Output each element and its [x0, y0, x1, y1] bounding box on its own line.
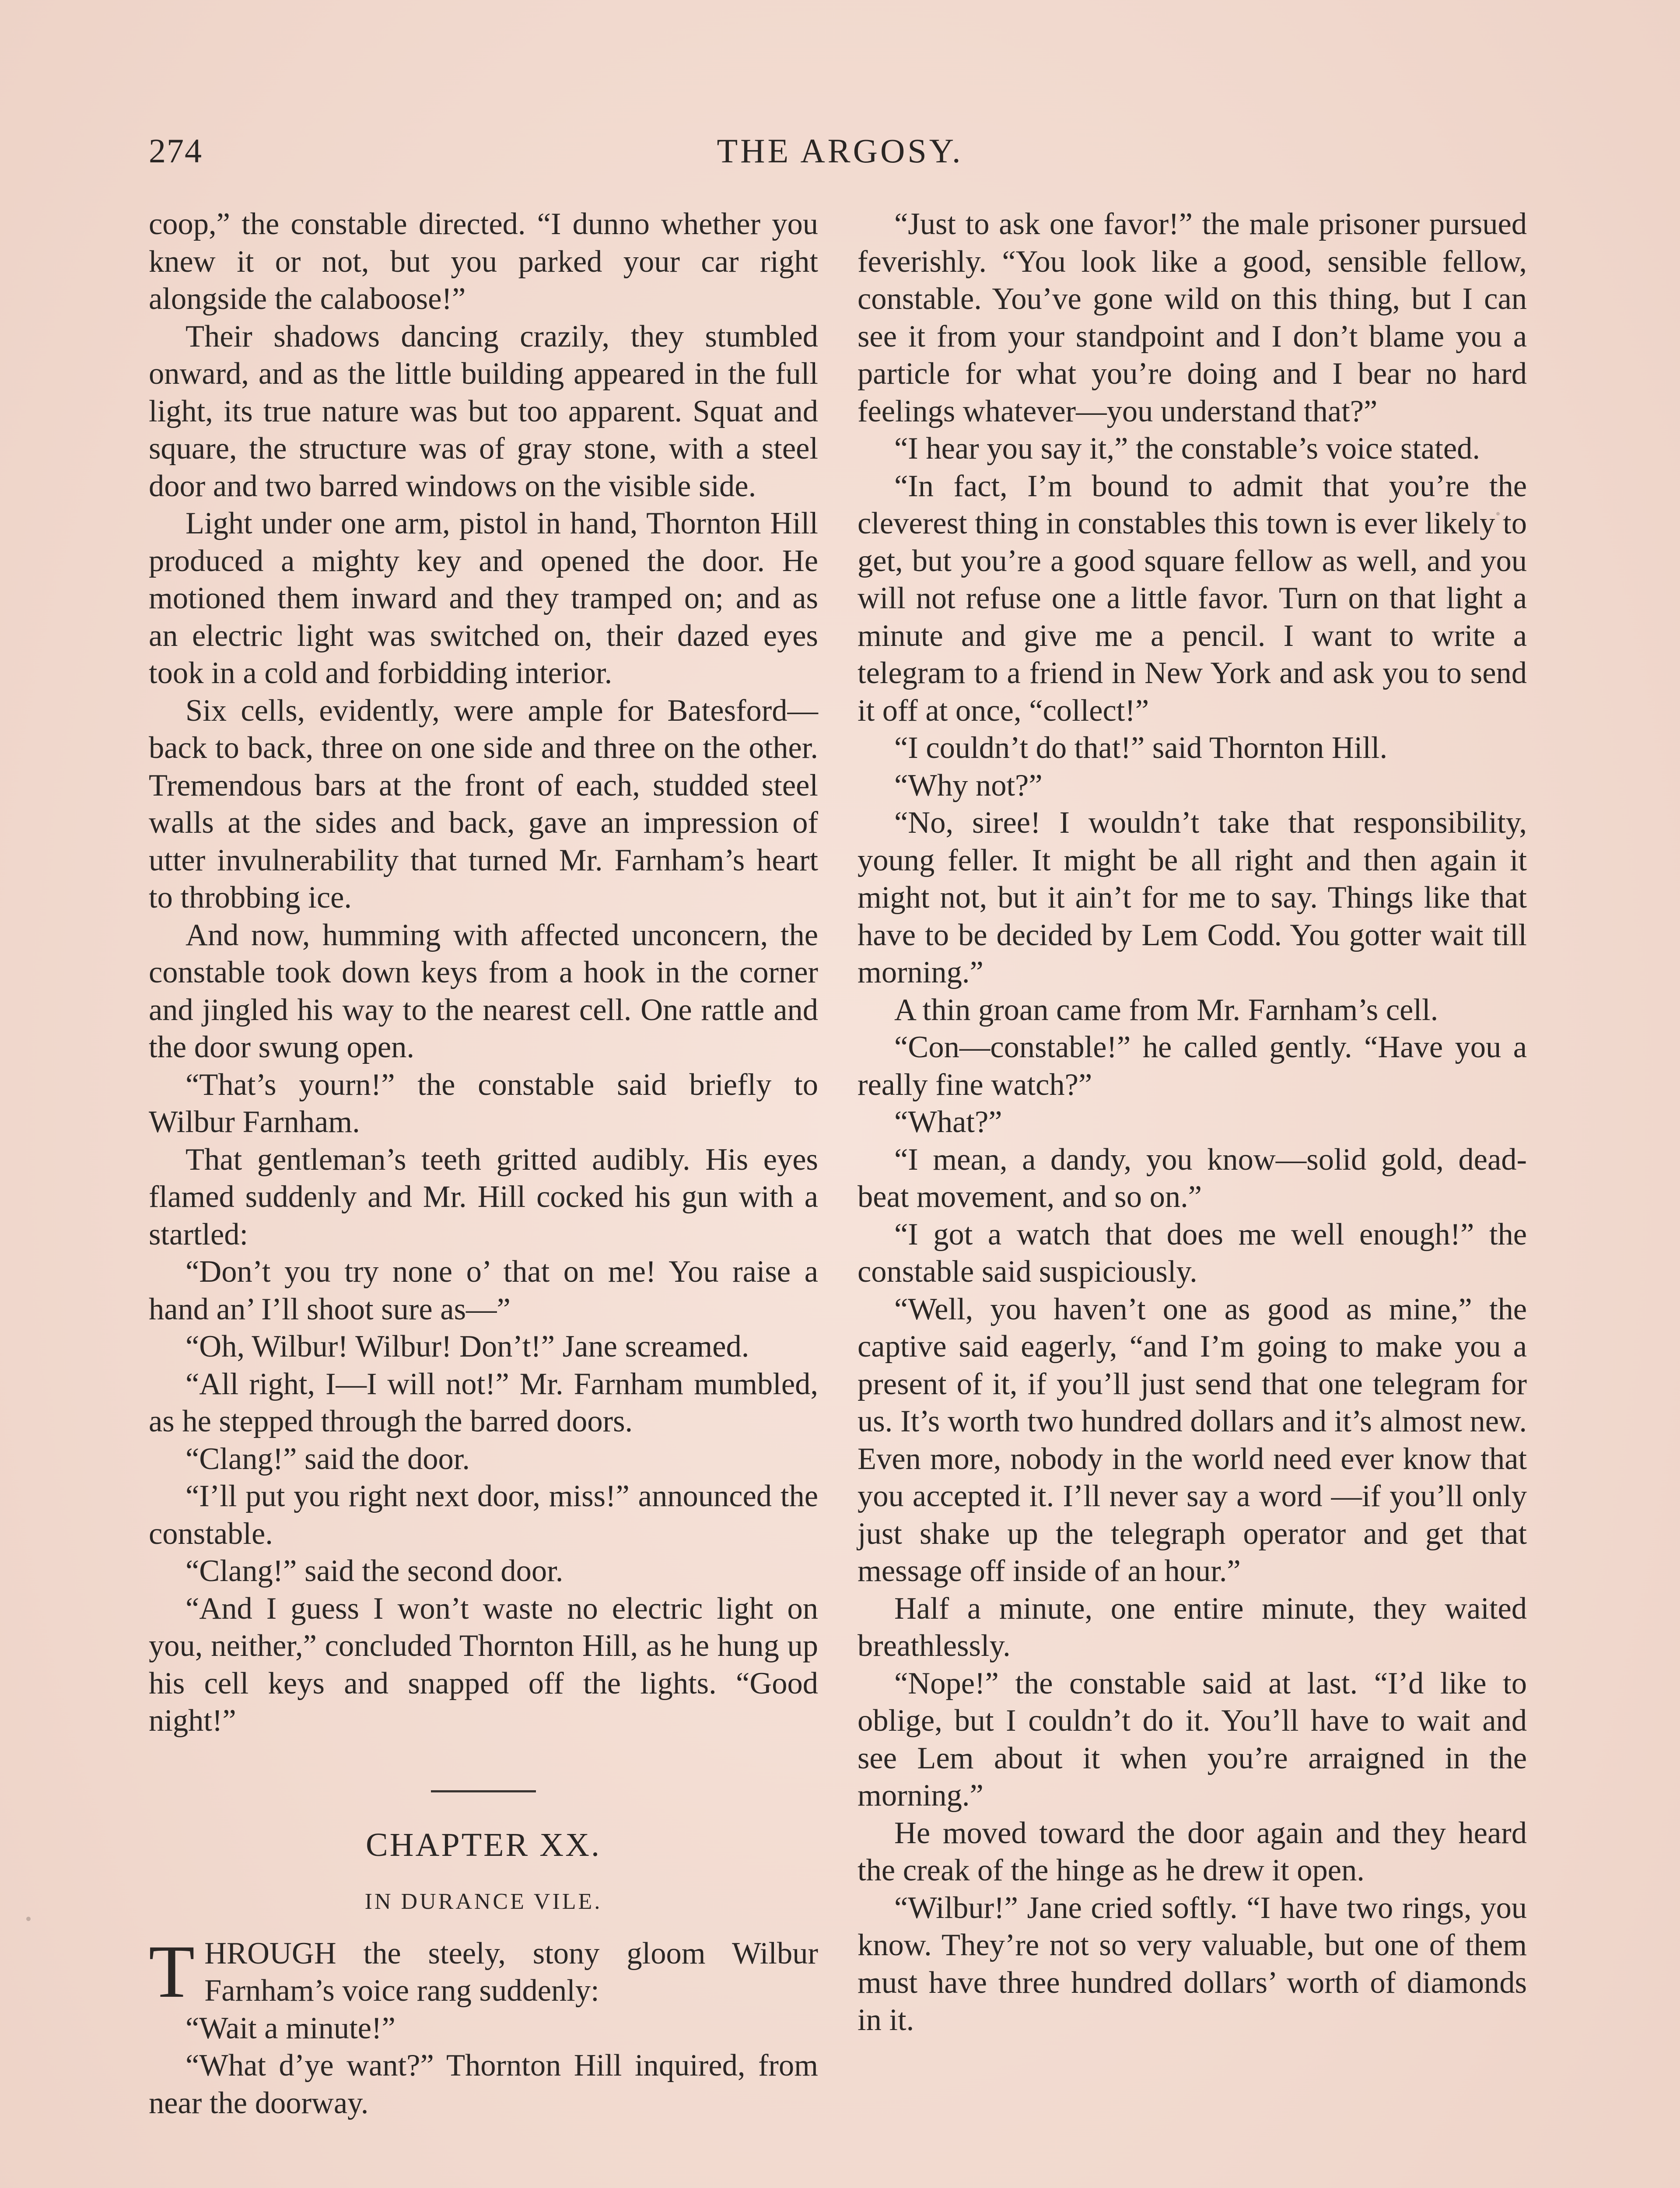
paragraph: “Why not?” — [894, 768, 1043, 803]
paragraph: “I’ll put you right next door, miss!” announced the constable. — [149, 1479, 818, 1551]
paragraph: “No, siree! I wouldn’t take that responsibility, young feller. It might be all right and then again it might not, but it ain’t for me to say. Things like that have to be decided by Lem Codd. You gotter wait till morning.” — [858, 806, 1527, 989]
paragraph: “Well, you haven’t one as good as mine,” the captive said eagerly, “and I’m going to make you a present of it, if you’ll just send that one telegram for us. It’s worth two hundred dollars and it’s almost new. Even more, nobody in the world need ever know that you accepted it. I’ll never say a word —if you’ll only just shake up the telegraph operator and get that message off inside of an hour.” — [858, 1292, 1527, 1588]
paragraph: “Con—constable!” he called gently. “Have you a really fine watch?” — [858, 1030, 1527, 1102]
paragraph: “Oh, Wilbur! Wilbur! Don’t!” Jane screamed. — [186, 1329, 749, 1364]
paragraph: “I got a watch that does me well enough!” the constable said suspiciously. — [858, 1217, 1527, 1289]
paragraph: That gentleman’s teeth gritted audibly. His eyes flamed suddenly and Mr. Hill cocked his gun with a startled: — [149, 1142, 818, 1252]
paragraph: “Nope!” the constable said at last. “I’d like to oblige, but I couldn’t do it. You’ll have to wait and see Lem about it when you’re arraigned in the morning.” — [858, 1666, 1527, 1813]
paragraph: “Clang!” said the second door. — [186, 1554, 564, 1588]
paragraph: “Just to ask one favor!” the male prisoner pursued feverishly. “You look like a good, sensible fellow, constable. You’ve gone wild on this thing, but I can see it from your standpoint and I don’t blame you a particle for what you’re doing and I bear no hard feelings whatever—you understand that?” — [858, 207, 1527, 428]
paragraph: coop,” the constable directed. “I dunno whether you knew it or not, but you parked your car right alongside the calaboose!” — [149, 207, 818, 316]
paragraph: Half a minute, one entire minute, they waited breathlessly. — [858, 1591, 1527, 1663]
paragraph: “What d’ye want?” Thornton Hill inquired, from near the doorway. — [149, 2048, 818, 2120]
paragraph: “In fact, I’m bound to admit that you’re the cleverest thing in constables this town is ever likely to get, but you’re a good square fellow as well, and you will not refuse one a little favor. Turn on that light a minute and give me a pencil. I want to write a telegram to a friend in New York and ask you to send it off at once, “collect!” — [858, 469, 1527, 728]
opening-text: HROUGH the steely, stony gloom Wilbur Farnham’s voice rang suddenly: — [204, 1936, 818, 2008]
chapter-divider — [431, 1790, 536, 1792]
paragraph: “What?” — [894, 1105, 1002, 1139]
paragraph: “I couldn’t do that!” said Thornton Hill. — [894, 731, 1388, 765]
paragraph: He moved toward the door again and they heard the creak of the hinge as he drew it open. — [858, 1816, 1527, 1887]
chapter-subtitle: IN DURANCE VILE. — [364, 1889, 602, 1914]
paragraph: Light under one arm, pistol in hand, Thornton Hill produced a mighty key and opened the door. He motioned them inward and they tramped on; and as an electric light was switched on, their dazed eyes took in a cold and forbidding interior. — [149, 506, 818, 690]
paragraph: “That’s yourn!” the constable said briefly to Wilbur Farnham. — [149, 1067, 818, 1139]
paper-speck — [26, 1917, 31, 1921]
paragraph: Their shadows dancing crazily, they stumbled onward, and as the little building appeared in the full light, its true nature was but too apparent. Squat and square, the structure was of gray stone, with a steel door and two barred windows on the visible side. — [149, 319, 818, 503]
paragraph: “And I guess I won’t waste no electric light on you, neither,” concluded Thornton Hill, as he hung up his cell keys and snapped off the lights. “Good night!” — [149, 1591, 818, 1738]
page-number: 274 — [149, 132, 203, 170]
paragraph: “Wilbur!” Jane cried softly. “I have two rings, you know. They’re not so very valuable, but one of them must have three hundred dollars’ worth of diamonds in it. — [858, 1890, 1527, 2037]
drop-cap: T — [149, 1930, 195, 2013]
paper-speck — [1496, 512, 1500, 515]
right-column — [858, 206, 1527, 2039]
paragraph: “Don’t you try none o’ that on me! You raise a hand an’ I’ll shoot sure as—” — [149, 1255, 818, 1326]
paragraph: “All right, I—I will not!” Mr. Farnham mumbled, as he stepped through the barred doors. — [149, 1367, 818, 1438]
paragraph: “Clang!” said the door. — [186, 1441, 470, 1476]
paragraph: “Wait a minute!” — [186, 2011, 396, 2045]
paragraph: “I mean, a dandy, you know—solid gold, dead-beat movement, and so on.” — [858, 1142, 1527, 1214]
left-column — [149, 206, 818, 2122]
paragraph: Six cells, evidently, were ample for Batesford—back to back, three on one side and three on the other. Tremendous bars at the front of each, studded steel walls at the sides and back, gave an impression of utter invulnerability that turned Mr. Farnham’s heart to throbbing ice. — [149, 693, 818, 915]
paragraph: A thin groan came from Mr. Farnham’s cell. — [894, 992, 1438, 1027]
running-head: THE ARGOSY. — [717, 132, 963, 170]
page-header — [149, 131, 1531, 179]
chapter-title: CHAPTER XX. — [365, 1826, 602, 1863]
paragraph: And now, humming with affected unconcern, the constable took down keys from a hook in the corner and jingled his way to the nearest cell. One rattle and the door swung open. — [149, 918, 818, 1064]
chapter-opening-paragraph — [149, 1930, 818, 2013]
paragraph: “I hear you say it,” the constable’s voice stated. — [894, 431, 1480, 466]
